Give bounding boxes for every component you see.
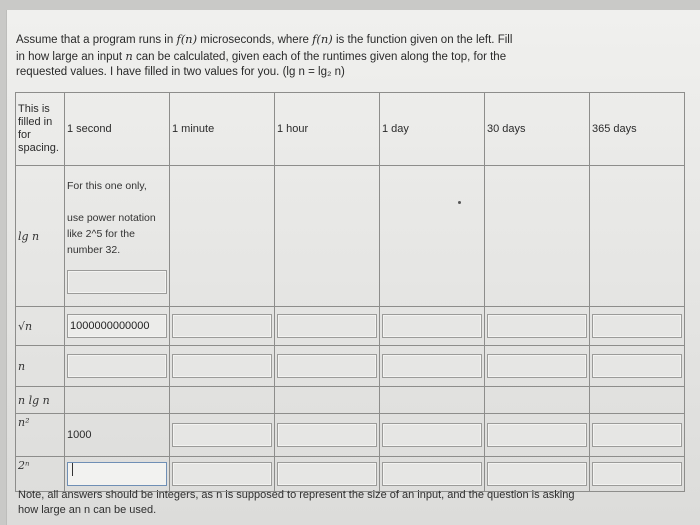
row-n	[16, 346, 685, 387]
row-label-n-lg-n: n lg n	[16, 387, 65, 414]
row-label-n: n	[16, 346, 65, 387]
answer-input[interactable]	[277, 462, 377, 486]
answer-input[interactable]	[382, 462, 482, 486]
row-label-sqrt-n: √n	[16, 307, 65, 346]
answer-cell	[380, 307, 485, 346]
header-1-day: 1 day	[380, 93, 485, 166]
row-label-n-squared: n²	[16, 414, 65, 457]
header-30-days: 30 days	[485, 93, 590, 166]
answer-cell	[275, 307, 380, 346]
answer-input[interactable]	[277, 354, 377, 378]
row-sqrt-n	[16, 307, 685, 346]
answer-input[interactable]	[487, 423, 587, 447]
answer-cell[interactable]	[590, 166, 685, 307]
answer-input[interactable]	[592, 314, 682, 338]
answer-cell[interactable]	[170, 387, 275, 414]
answer-cell[interactable]	[380, 387, 485, 414]
answer-cell[interactable]	[65, 387, 170, 414]
answer-input[interactable]	[67, 270, 167, 294]
answer-cell	[170, 307, 275, 346]
answer-input-active[interactable]	[67, 462, 167, 486]
answer-input[interactable]	[382, 423, 482, 447]
runtime-table	[15, 92, 685, 492]
answer-input[interactable]	[277, 314, 377, 338]
answer-input[interactable]	[592, 462, 682, 486]
answer-input[interactable]	[172, 314, 272, 338]
header-1-minute: 1 minute	[170, 93, 275, 166]
answer-cell[interactable]	[485, 387, 590, 414]
corner-label: This is filled in for spacing.	[18, 103, 59, 154]
row-n-lg-n	[16, 387, 685, 414]
corner-label-cell	[16, 93, 65, 166]
answer-cell	[590, 307, 685, 346]
cell-sqrt-n-1-second	[65, 307, 170, 346]
answer-input[interactable]	[67, 354, 167, 378]
row-label-2-pow-n: 2ⁿ	[16, 457, 65, 492]
header-1-hour: 1 hour	[275, 93, 380, 166]
answer-input[interactable]	[172, 462, 272, 486]
row-lg-n	[16, 166, 685, 307]
question-text: Assume that a program runs in f(n) microseconds, where f(n) is the function given on the left. Fill in how large an input n can be calculated, given each of the runtimes given along the top, for the requested values. I have filled in two values for you. (lg n = lg₂ n)	[16, 32, 513, 78]
footer-note: Note, all answers should be integers, as n is supposed to represent the size of an input, and the question is asking how large an n can be used.	[18, 489, 575, 516]
answer-input[interactable]	[382, 314, 482, 338]
answer-input[interactable]	[592, 423, 682, 447]
answer-cell	[485, 307, 590, 346]
header-1-second: 1 second	[65, 93, 170, 166]
row-n-squared	[16, 414, 685, 457]
answer-input[interactable]	[382, 354, 482, 378]
answer-input[interactable]	[487, 354, 587, 378]
answer-cell[interactable]	[170, 166, 275, 307]
answer-input[interactable]	[487, 462, 587, 486]
answer-input[interactable]	[172, 354, 272, 378]
text-cursor	[72, 463, 73, 476]
header-row	[16, 93, 685, 166]
answer-cell[interactable]	[590, 387, 685, 414]
answer-input[interactable]	[277, 423, 377, 447]
hint-text: For this one only, use power notation like 2^5 for the number 32.	[67, 180, 156, 256]
header-365-days: 365 days	[590, 93, 685, 166]
row-label-lg-n: lg n	[16, 166, 65, 307]
answer-input-filled[interactable]: 1000000000000	[67, 314, 167, 338]
answer-cell[interactable]	[275, 387, 380, 414]
answer-input[interactable]	[487, 314, 587, 338]
answer-cell[interactable]	[380, 166, 485, 307]
answer-cell[interactable]	[275, 166, 380, 307]
row-2-pow-n	[16, 457, 685, 492]
answer-input[interactable]	[592, 354, 682, 378]
answer-cell[interactable]	[485, 166, 590, 307]
cell-n-squared-1-second	[65, 414, 170, 457]
answer-input[interactable]	[172, 423, 272, 447]
speck-mark	[458, 201, 461, 204]
cell-lg-n-1-second	[65, 166, 170, 307]
filled-value: 1000	[67, 429, 92, 441]
